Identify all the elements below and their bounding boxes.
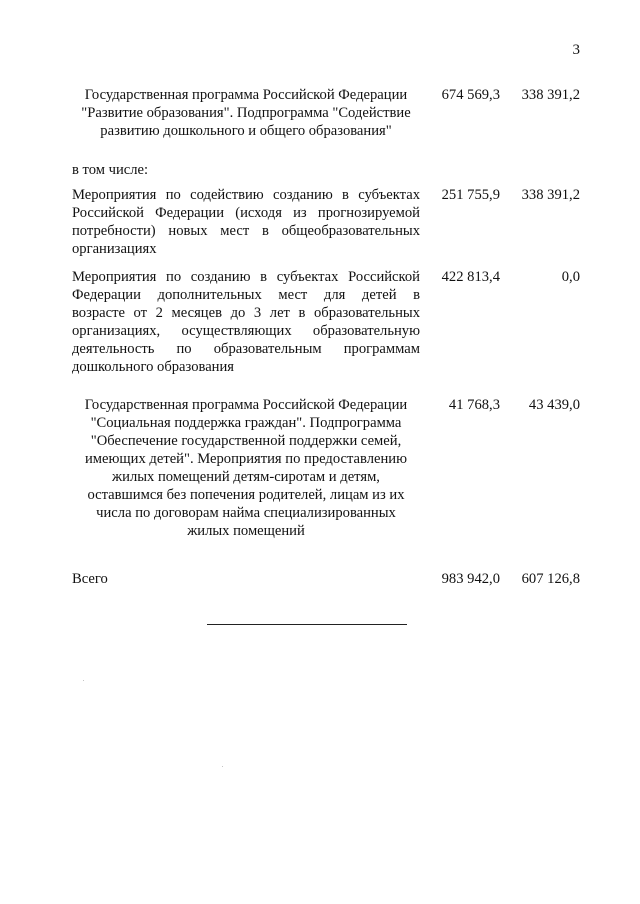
description-line: возрасте от 2 месяцев до 3 лет в образовательных bbox=[72, 305, 420, 321]
row-description bbox=[72, 186, 420, 258]
description-line: Мероприятия по созданию в субъектах Российской bbox=[72, 269, 420, 285]
description-line: Мероприятия по содействию созданию в субъектах bbox=[72, 187, 420, 203]
end-divider-line bbox=[207, 624, 407, 625]
row-value-1: 251 755,9 bbox=[441, 187, 500, 203]
description-line: дошкольного образования bbox=[72, 359, 235, 375]
row-value-2: 0,0 bbox=[561, 269, 580, 285]
description-line: оставшимся без попечения родителей, лицам из их bbox=[87, 487, 405, 503]
description-line: "Обеспечение государственной поддержки семей, bbox=[90, 433, 402, 449]
row-value-2: 43 439,0 bbox=[528, 397, 580, 413]
row-value-1: 41 768,3 bbox=[448, 397, 500, 413]
scan-speck bbox=[222, 766, 223, 767]
description-line: Государственная программа Российской Федерации bbox=[84, 87, 408, 103]
total-label: Всего bbox=[72, 571, 108, 587]
description-line: организациях, осуществляющих образовательную bbox=[72, 323, 420, 339]
description-line: числа по договорам найма специализированных bbox=[96, 505, 396, 521]
description-line: организациях bbox=[72, 241, 157, 257]
scan-speck bbox=[83, 680, 84, 681]
row-description bbox=[72, 268, 420, 376]
description-line: жилых помещений детям-сиротам и детям, bbox=[112, 469, 380, 485]
page-number: 3 bbox=[572, 42, 580, 58]
row-description bbox=[72, 396, 420, 540]
description-line: деятельность по образовательным программам bbox=[72, 341, 420, 357]
description-line: "Социальная поддержка граждан". Подпрограмма bbox=[90, 415, 402, 431]
total-value-1: 983 942,0 bbox=[441, 571, 500, 587]
row-value-1: 674 569,3 bbox=[441, 87, 500, 103]
total-value-2: 607 126,8 bbox=[521, 571, 580, 587]
row-value-1: 422 813,4 bbox=[441, 269, 500, 285]
row-description bbox=[72, 86, 420, 140]
including-label: в том числе: bbox=[72, 162, 149, 178]
description-line: потребности) новых мест в общеобразовательных bbox=[72, 223, 420, 239]
description-line: Федерации дополнительных мест для детей в bbox=[72, 287, 420, 303]
description-line: Государственная программа Российской Федерации bbox=[84, 397, 408, 413]
description-line: Российской Федерации (исходя из прогнозируемой bbox=[72, 205, 420, 221]
description-line: имеющих детей". Мероприятия по предоставлению bbox=[85, 451, 407, 467]
description-line: "Развитие образования". Подпрограмма "Содействие bbox=[81, 105, 411, 121]
row-value-2: 338 391,2 bbox=[521, 187, 580, 203]
description-line: развитию дошкольного и общего образования" bbox=[100, 123, 392, 139]
row-value-2: 338 391,2 bbox=[521, 87, 580, 103]
description-line: жилых помещений bbox=[187, 523, 305, 539]
